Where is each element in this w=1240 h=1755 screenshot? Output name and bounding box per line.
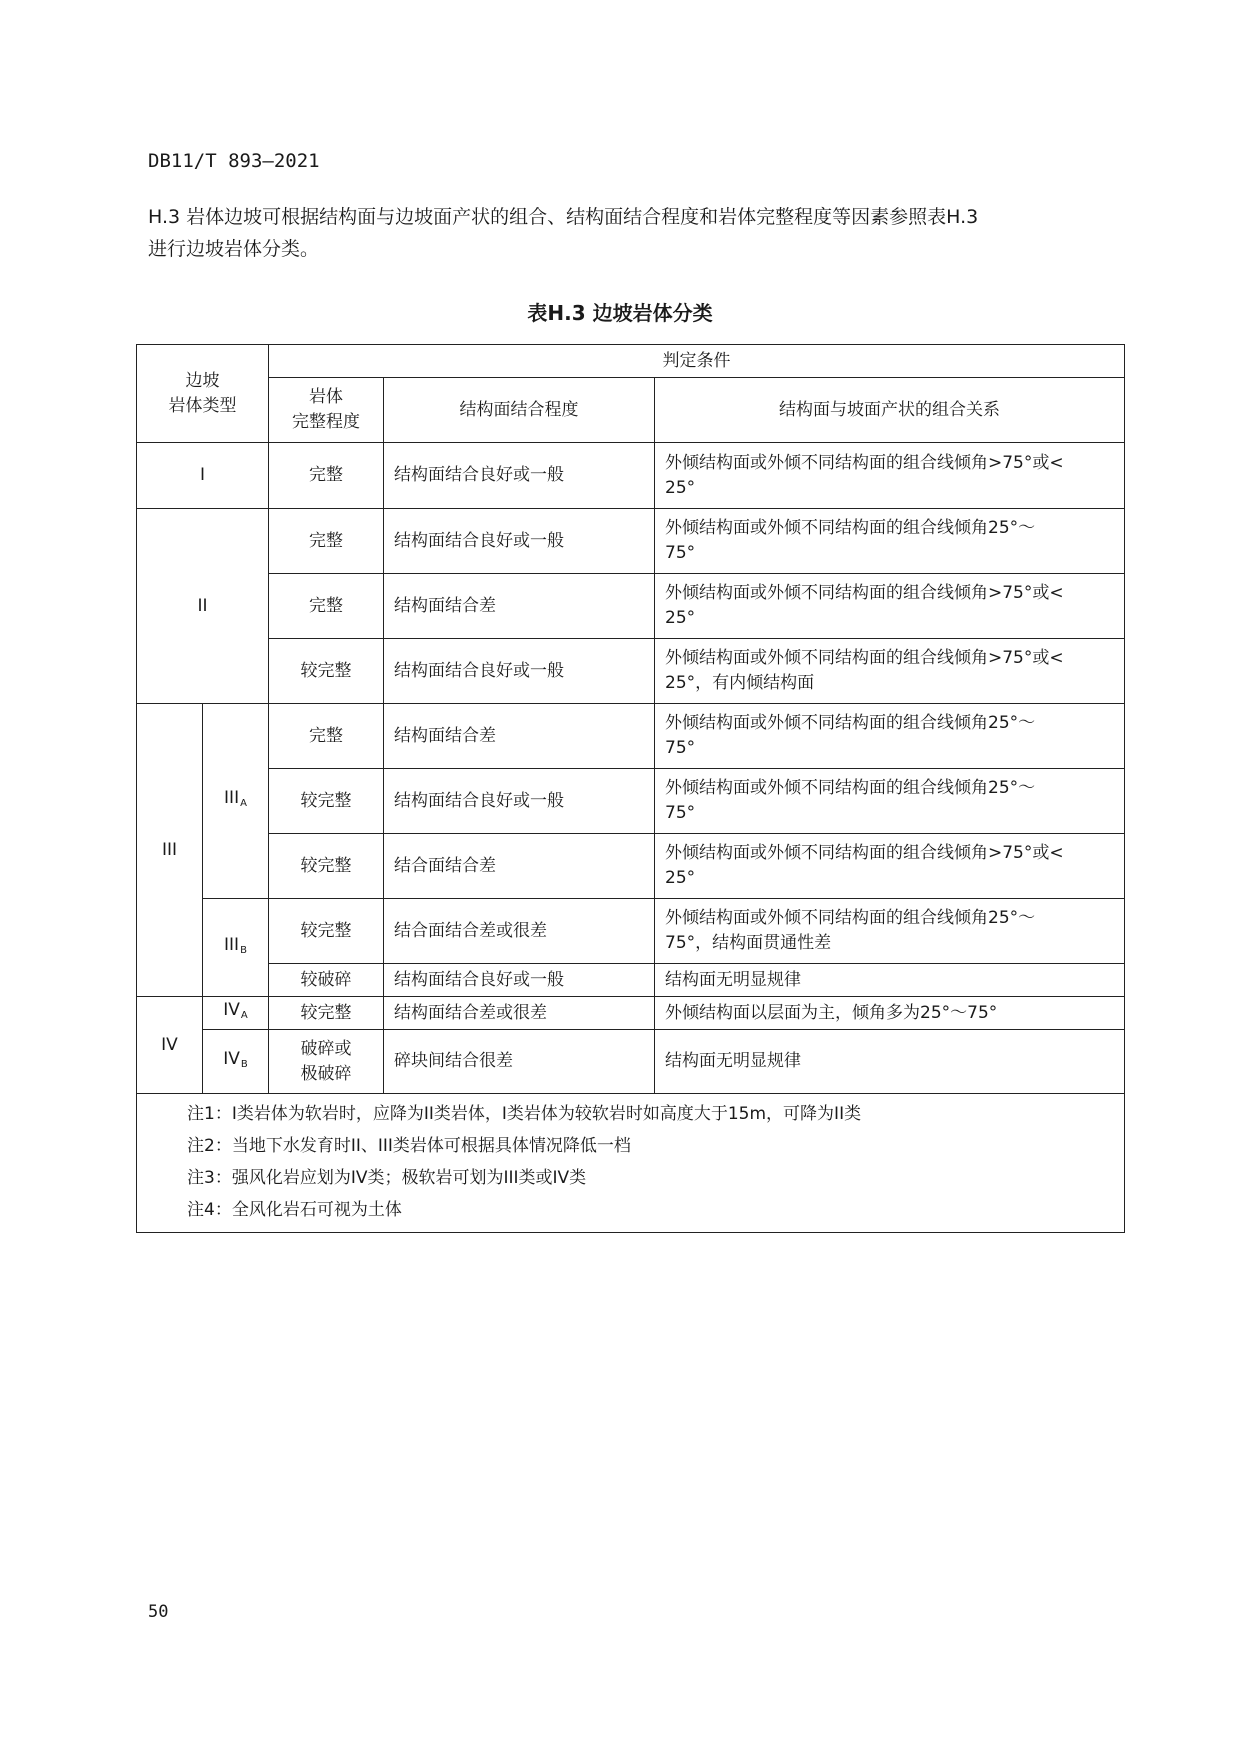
integrity-cell: 较完整 [269,899,384,964]
relation-line-2: 25°，有内倾结构面 [665,673,815,693]
relation-line-1: 外倾结构面或外倾不同结构面的组合线倾角>75°或< [665,452,1064,473]
integrity-cell: 较完整 [269,997,384,1030]
intro-paragraph [148,201,1128,265]
relation-cell [655,834,1125,899]
relation-cell [655,509,1125,574]
bonding-cell: 结构面结合良好或一般 [384,509,655,574]
table-row [137,964,1125,997]
integrity-cell: 完整 [269,704,384,769]
relation-line-1: 外倾结构面或外倾不同结构面的组合线倾角25°～ [665,518,1036,538]
integrity-cell: 较完整 [269,639,384,704]
relation-cell [655,704,1125,769]
note-4: 注4：全风化岩石可视为土体 [187,1200,402,1220]
page-number: 50 [148,1602,169,1622]
relation-cell: 外倾结构面以层面为主，倾角多为25°～75° [655,997,1125,1030]
subclass-label-IV-B [203,1030,269,1094]
header-criteria: 判定条件 [269,345,1125,378]
table-row [137,443,1125,509]
relation-line-2: 75° [665,738,696,758]
integrity-cell [269,1030,384,1094]
integrity-cell: 完整 [269,574,384,639]
table-row [137,997,1125,1030]
bonding-cell: 结合面结合差或很差 [384,899,655,964]
subclass-label-III-A [203,704,269,899]
relation-line-2: 75° [665,803,696,823]
subclass-subscript: A [240,798,247,809]
bonding-cell: 结构面结合差 [384,574,655,639]
intro-line-2: 进行边坡岩体分类。 [148,238,320,260]
relation-line-1: 外倾结构面或外倾不同结构面的组合线倾角>75°或< [665,648,1064,668]
integrity-line-1: 破碎或 [300,1038,352,1059]
relation-cell [655,899,1125,964]
header-relation: 结构面与坡面产状的组合关系 [655,378,1125,443]
relation-line-2: 25° [665,608,696,628]
class-label-IV: IV [137,997,203,1094]
class-label-III: III [137,704,203,997]
bonding-cell: 结构面结合良好或一般 [384,443,655,509]
integrity-cell: 较完整 [269,834,384,899]
header-integrity-line-1: 岩体 [309,387,343,407]
relation-line-1: 外倾结构面或外倾不同结构面的组合线倾角>75°或< [665,843,1064,863]
bonding-cell: 碎块间结合很差 [384,1030,655,1094]
header-rock-type [137,345,269,443]
table-row [137,509,1125,574]
subclass-subscript: A [240,1010,248,1021]
relation-line-1: 外倾结构面或外倾不同结构面的组合线倾角25°～ [665,908,1036,928]
relation-line-2: 75°，结构面贯通性差 [665,933,832,953]
header-integrity [269,378,384,443]
notes-cell [137,1094,1125,1233]
relation-line-2: 25° [665,477,696,498]
notes-row [137,1094,1125,1233]
relation-cell [655,769,1125,834]
integrity-line-2: 极破碎 [300,1063,352,1084]
subclass-label-IV-A [203,997,269,1030]
note-2: 注2：当地下水发育时II、III类岩体可根据具体情况降低一档 [187,1136,631,1156]
subclass-main: III [224,934,240,955]
bonding-cell: 结合面结合差 [384,834,655,899]
relation-line-2: 25° [665,868,696,888]
header-rock-type-line-2: 岩体类型 [168,395,237,416]
relation-cell: 结构面无明显规律 [655,964,1125,997]
header-integrity-line-2: 完整程度 [292,412,360,432]
bonding-cell: 结构面结合差或很差 [384,997,655,1030]
class-label-I: I [137,443,269,509]
header-row-1 [137,345,1125,378]
subclass-label-III-B [203,899,269,997]
subclass-subscript: B [240,944,247,956]
subclass-main: IV [223,1048,240,1069]
relation-line-1: 外倾结构面或外倾不同结构面的组合线倾角>75°或< [665,583,1064,603]
integrity-cell: 较破碎 [269,964,384,997]
header-row-2 [137,378,1125,443]
relation-cell: 结构面无明显规律 [655,1030,1125,1094]
intro-line-1: H.3 岩体边坡可根据结构面与边坡面产状的组合、结构面结合程度和岩体完整程度等因素参照表H.3 [148,206,979,228]
table-row [137,574,1125,639]
relation-line-1: 外倾结构面或外倾不同结构面的组合线倾角25°～ [665,713,1036,733]
bonding-cell: 结构面结合良好或一般 [384,639,655,704]
note-1: 注1：I类岩体为软岩时，应降为II类岩体，I类岩体为较软岩时如高度大于15m，可降为II类 [187,1104,862,1124]
note-3: 注3：强风化岩应划为IV类；极软岩可划为III类或IV类 [187,1168,587,1188]
subclass-subscript: B [240,1058,248,1070]
table-row [137,769,1125,834]
relation-line-1: 外倾结构面或外倾不同结构面的组合线倾角25°～ [665,778,1036,798]
table-caption: 表H.3 边坡岩体分类 [527,301,713,325]
integrity-cell: 完整 [269,443,384,509]
relation-line-2: 75° [665,543,696,563]
table-row [137,639,1125,704]
bonding-cell: 结构面结合差 [384,704,655,769]
integrity-cell: 完整 [269,509,384,574]
class-label-II: II [137,509,269,704]
document-code: DB11/T 893—2021 [148,150,320,172]
table-row [137,899,1125,964]
subclass-main: IV [223,1000,240,1020]
table-row [137,704,1125,769]
bonding-cell: 结构面结合良好或一般 [384,769,655,834]
table-row [137,834,1125,899]
relation-cell [655,574,1125,639]
table-row [137,1030,1125,1094]
integrity-cell: 较完整 [269,769,384,834]
bonding-cell: 结构面结合良好或一般 [384,964,655,997]
relation-cell [655,639,1125,704]
header-rock-type-line-1: 边坡 [185,370,220,391]
header-bonding: 结构面结合程度 [384,378,655,443]
slope-rock-classification-table [136,344,1125,1233]
relation-cell [655,443,1125,509]
subclass-main: III [224,788,240,808]
